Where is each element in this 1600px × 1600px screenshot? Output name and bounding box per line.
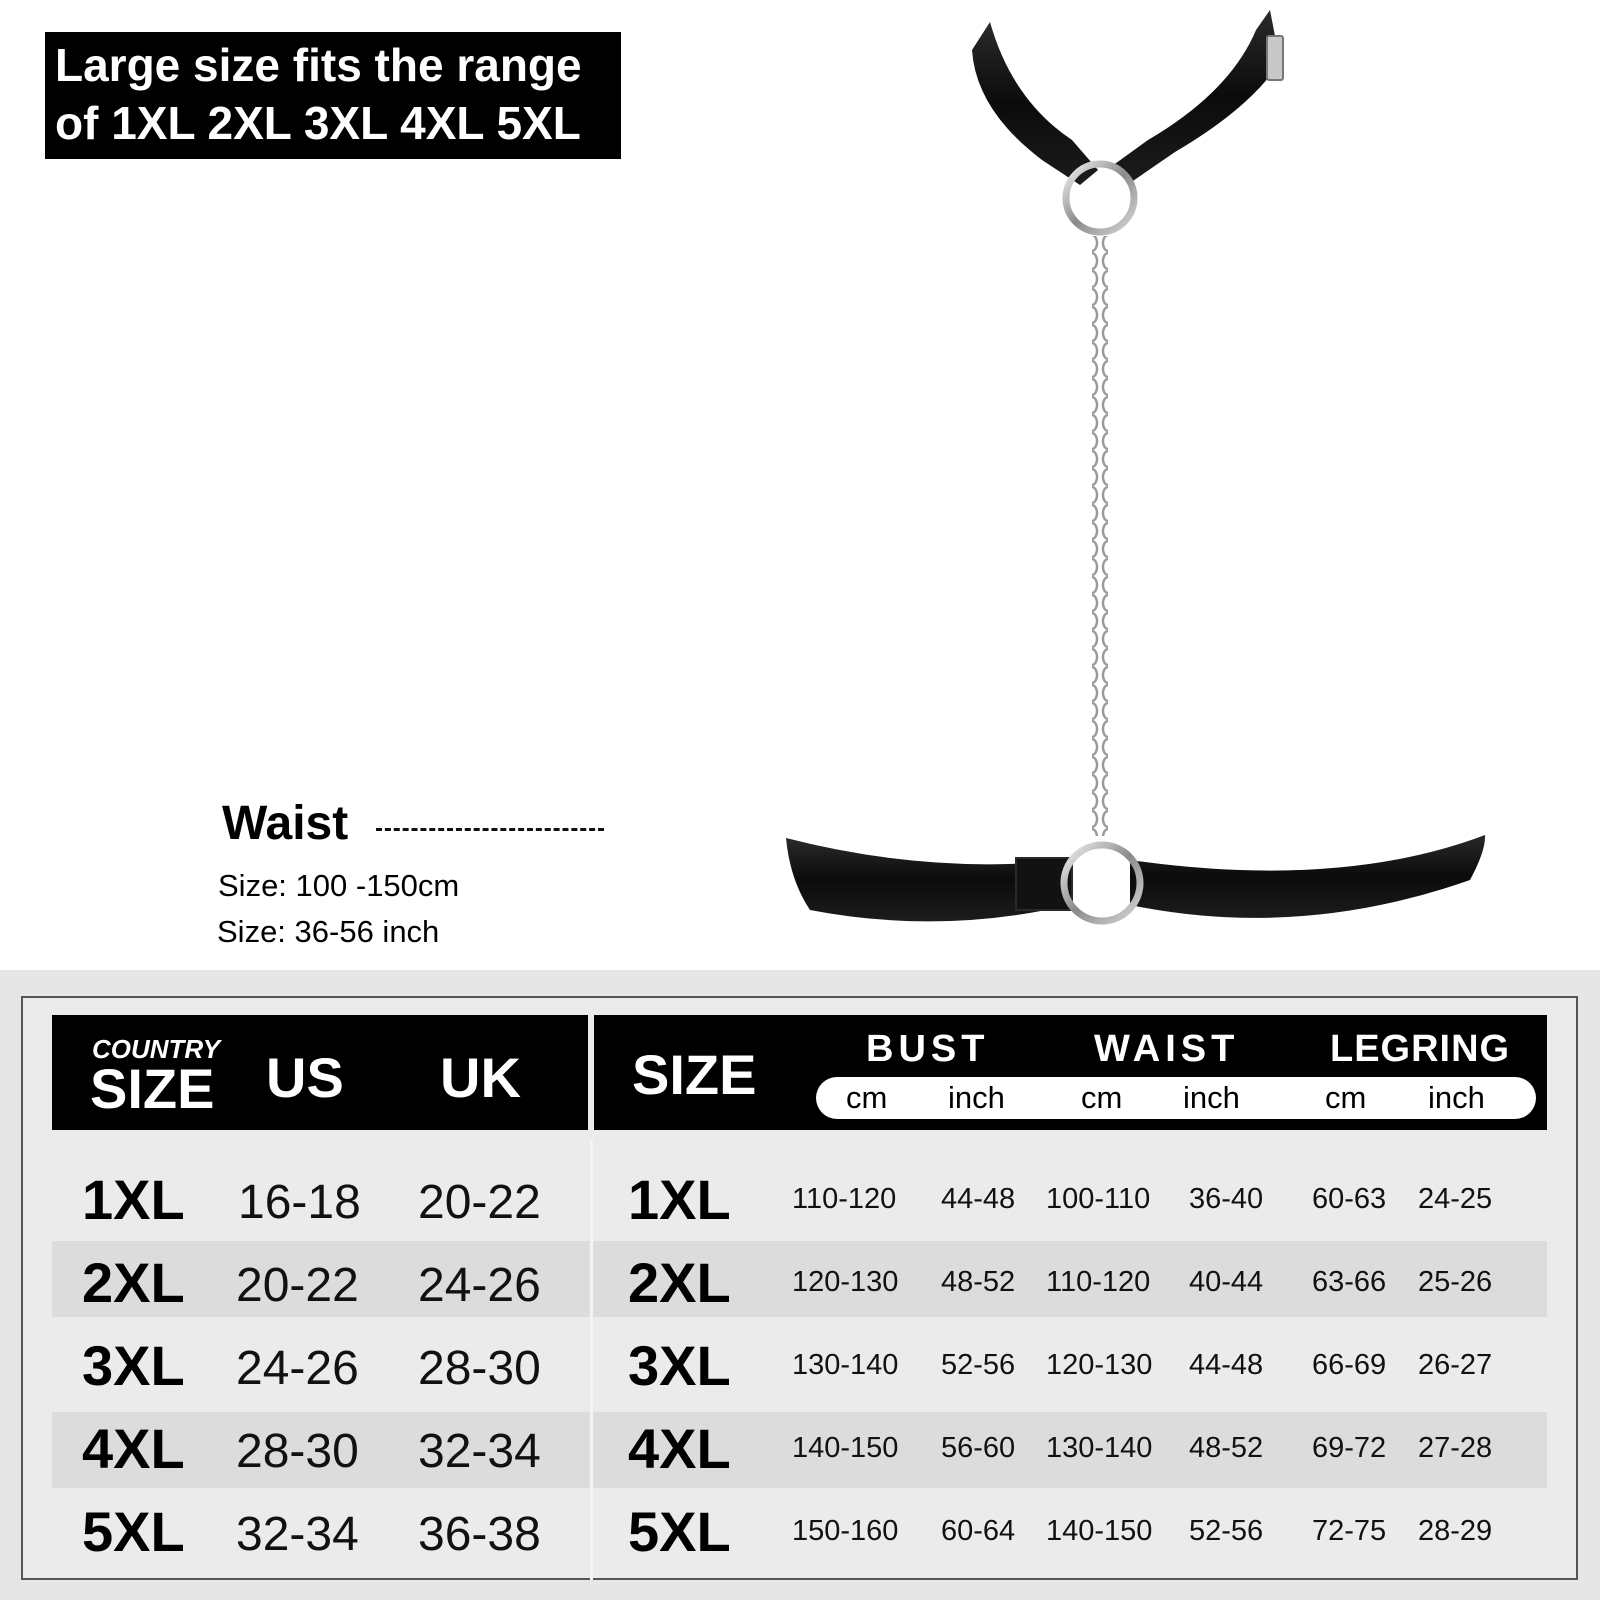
waist-size-inch: Size: 36-56 inch (217, 914, 440, 949)
bust-header: BUST (866, 1028, 990, 1070)
waist-size-cm: Size: 100 -150cm (218, 868, 460, 903)
row-4-size: 4XL (82, 1417, 185, 1480)
row-1-waist-inch: 36-40 (1189, 1183, 1264, 1215)
row-1-size-right: 1XL (628, 1168, 731, 1231)
row-1-uk: 20-22 (418, 1176, 541, 1229)
row-4-uk: 32-34 (418, 1425, 541, 1478)
row-4-us: 28-30 (236, 1425, 359, 1478)
unit-bust-inch: inch (948, 1080, 1005, 1115)
row-2-uk: 24-26 (418, 1259, 541, 1312)
waist-label: Waist (222, 797, 349, 850)
unit-bust-cm: cm (846, 1080, 888, 1115)
row-3-legring-cm: 66-69 (1312, 1349, 1387, 1381)
row-5-legring-inch: 28-29 (1418, 1515, 1493, 1547)
row-4-legring-inch: 27-28 (1418, 1432, 1493, 1464)
row-3-legring-inch: 26-27 (1418, 1349, 1493, 1381)
row-3-bust-inch: 52-56 (941, 1349, 1016, 1381)
row-3-size: 3XL (82, 1334, 185, 1397)
unit-legring-cm: cm (1325, 1080, 1367, 1115)
row-5-size-right: 5XL (628, 1500, 731, 1563)
row-3-waist-inch: 44-48 (1189, 1349, 1264, 1381)
row-4-bust-inch: 56-60 (941, 1432, 1016, 1464)
row-5-us: 32-34 (236, 1508, 359, 1561)
country-size-header: SIZE (90, 1057, 215, 1120)
country-header-label: COUNTRY (92, 1034, 221, 1064)
harness-product-image (780, 0, 1500, 960)
row-1-size: 1XL (82, 1168, 185, 1231)
row-5-bust-inch: 60-64 (941, 1515, 1016, 1547)
row-3-waist-cm: 120-130 (1046, 1349, 1153, 1381)
row-4-bust-cm: 140-150 (792, 1432, 899, 1464)
row-1-us: 16-18 (238, 1176, 361, 1229)
headline-box (45, 32, 621, 159)
headline-line-1: Large size fits the range (55, 39, 582, 91)
unit-waist-inch: inch (1183, 1080, 1240, 1115)
row-4-size-right: 4XL (628, 1417, 731, 1480)
row-5-uk: 36-38 (418, 1508, 541, 1561)
us-header: US (266, 1046, 344, 1109)
row-1-waist-cm: 100-110 (1046, 1183, 1151, 1215)
row-1-legring-inch: 24-25 (1418, 1183, 1493, 1215)
row-5-waist-inch: 52-56 (1189, 1515, 1264, 1547)
table-divider (590, 1140, 593, 1580)
row-2-bust-inch: 48-52 (941, 1266, 1016, 1298)
row-4-legring-cm: 69-72 (1312, 1432, 1387, 1464)
row-3-us: 24-26 (236, 1342, 359, 1395)
row-2-legring-inch: 25-26 (1418, 1266, 1493, 1298)
row-5-bust-cm: 150-160 (792, 1515, 899, 1547)
row-4-waist-inch: 48-52 (1189, 1432, 1264, 1464)
unit-legring-inch: inch (1428, 1080, 1485, 1115)
row-2-size: 2XL (82, 1251, 185, 1314)
row-3-size-right: 3XL (628, 1334, 731, 1397)
row-2-us: 20-22 (236, 1259, 359, 1312)
row-1-bust-cm: 110-120 (792, 1183, 897, 1215)
legring-header: LEGRING (1330, 1028, 1511, 1070)
row-3-uk: 28-30 (418, 1342, 541, 1395)
size-header: SIZE (632, 1043, 757, 1106)
waist-dashed-line (376, 828, 604, 831)
row-1-legring-cm: 60-63 (1312, 1183, 1387, 1215)
row-2-waist-inch: 40-44 (1189, 1266, 1264, 1298)
row-1-bust-inch: 44-48 (941, 1183, 1016, 1215)
row-5-waist-cm: 140-150 (1046, 1515, 1153, 1547)
row-2-waist-cm: 110-120 (1046, 1266, 1151, 1298)
row-5-legring-cm: 72-75 (1312, 1515, 1387, 1547)
row-3-bust-cm: 130-140 (792, 1349, 899, 1381)
headline-line-2: of 1XL 2XL 3XL 4XL 5XL (55, 97, 581, 149)
row-2-size-right: 2XL (628, 1251, 731, 1314)
unit-waist-cm: cm (1081, 1080, 1123, 1115)
row-2-bust-cm: 120-130 (792, 1266, 899, 1298)
row-5-size: 5XL (82, 1500, 185, 1563)
waist-header: WAIST (1094, 1028, 1240, 1070)
row-2-legring-cm: 63-66 (1312, 1266, 1387, 1298)
row-4-waist-cm: 130-140 (1046, 1432, 1153, 1464)
uk-header: UK (440, 1046, 521, 1109)
